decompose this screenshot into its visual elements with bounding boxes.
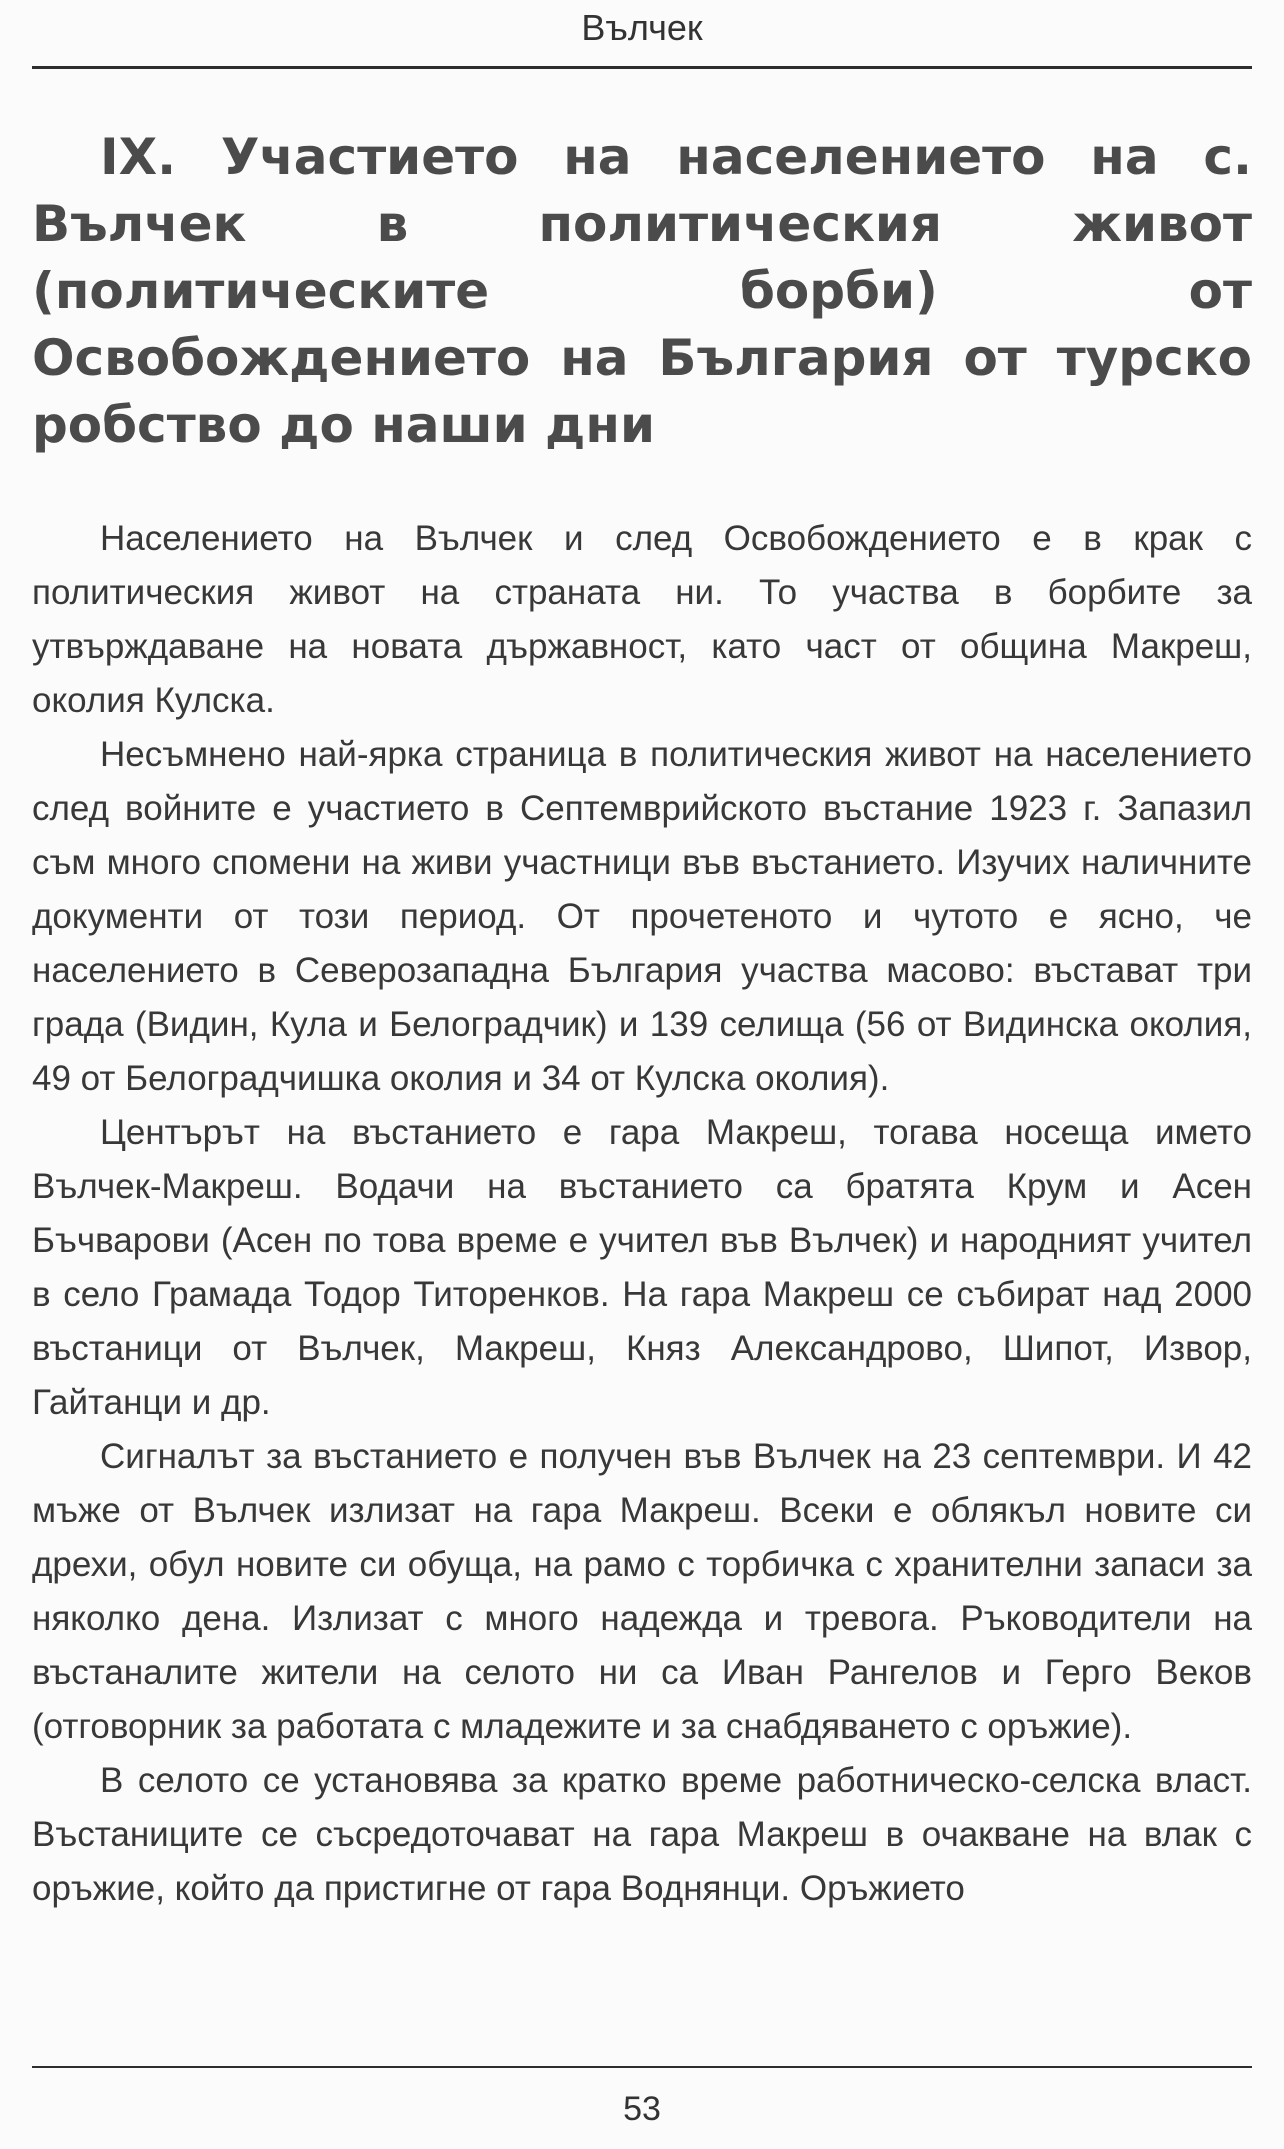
paragraph-2: Несъмнено най-ярка страница в политическия живот на населението след войните е участието в Септемврийското въстание 1923 г. Запазил съм много спомени на живи участници във въстанието. Изучих наличните документи от този период. От прочетеното и чутото е ясно, че населението в Северозападна България участва масово: въстават три града (Видин, Кула и Белоградчик) и 139 селища (56 от Видинска околия, 49 от Белоградчишка околия и 34 от Кулска околия). (32, 735, 1252, 1098)
page-number: 53 (623, 2090, 661, 2128)
running-header: Вълчек (581, 7, 703, 48)
body-text (32, 512, 1252, 1916)
chapter-title: IX. Участието на населението на с. Вълчек в политическия живот (политическите борби) от Освобождението на България от турско робство до наши дни (32, 128, 1252, 454)
paragraph-1: Населението на Вълчек и след Освобождението е в крак с политическия живот на страната ни. То участва в борбите за утвърждаване на новата държавност, като част от община Макреш, околия Кулска. (32, 519, 1252, 720)
header-rule (32, 66, 1252, 69)
paragraph-3: Центърът на въстанието е гара Макреш, тогава носеща името Вълчек-Макреш. Водачи на въстанието са братята Крум и Асен Бъчварови (Асен по това време е учител във Вълчек) и народният учител в село Грамада Тодор Титоренков. На гара Макреш се събират над 2000 въстаници от Вълчек, Макреш, Княз Александрово, Шипот, Извор, Гайтанци и др. (32, 1113, 1252, 1422)
paragraph-5: В селото се установява за кратко време работническо-селска власт. Въстаниците се съсредоточават на гара Макреш в очакване на влак с оръжие, който да пристигне от гара Воднянци. Оръжието (32, 1761, 1252, 1908)
paragraph-4: Сигналът за въстанието е получен във Вълчек на 23 септември. И 42 мъже от Вълчек излизат на гара Макреш. Всеки е облякъл новите си дрехи, обул новите си обуща, на рамо с торбичка с хранителни запаси за няколко дена. Излизат с много надежда и тревога. Ръководители на въстаналите жители на селото ни са Иван Рангелов и Герго Веков (отговорник за работата с младежите и за снабдяването с оръжие). (32, 1437, 1252, 1746)
footer-rule (32, 2066, 1252, 2068)
